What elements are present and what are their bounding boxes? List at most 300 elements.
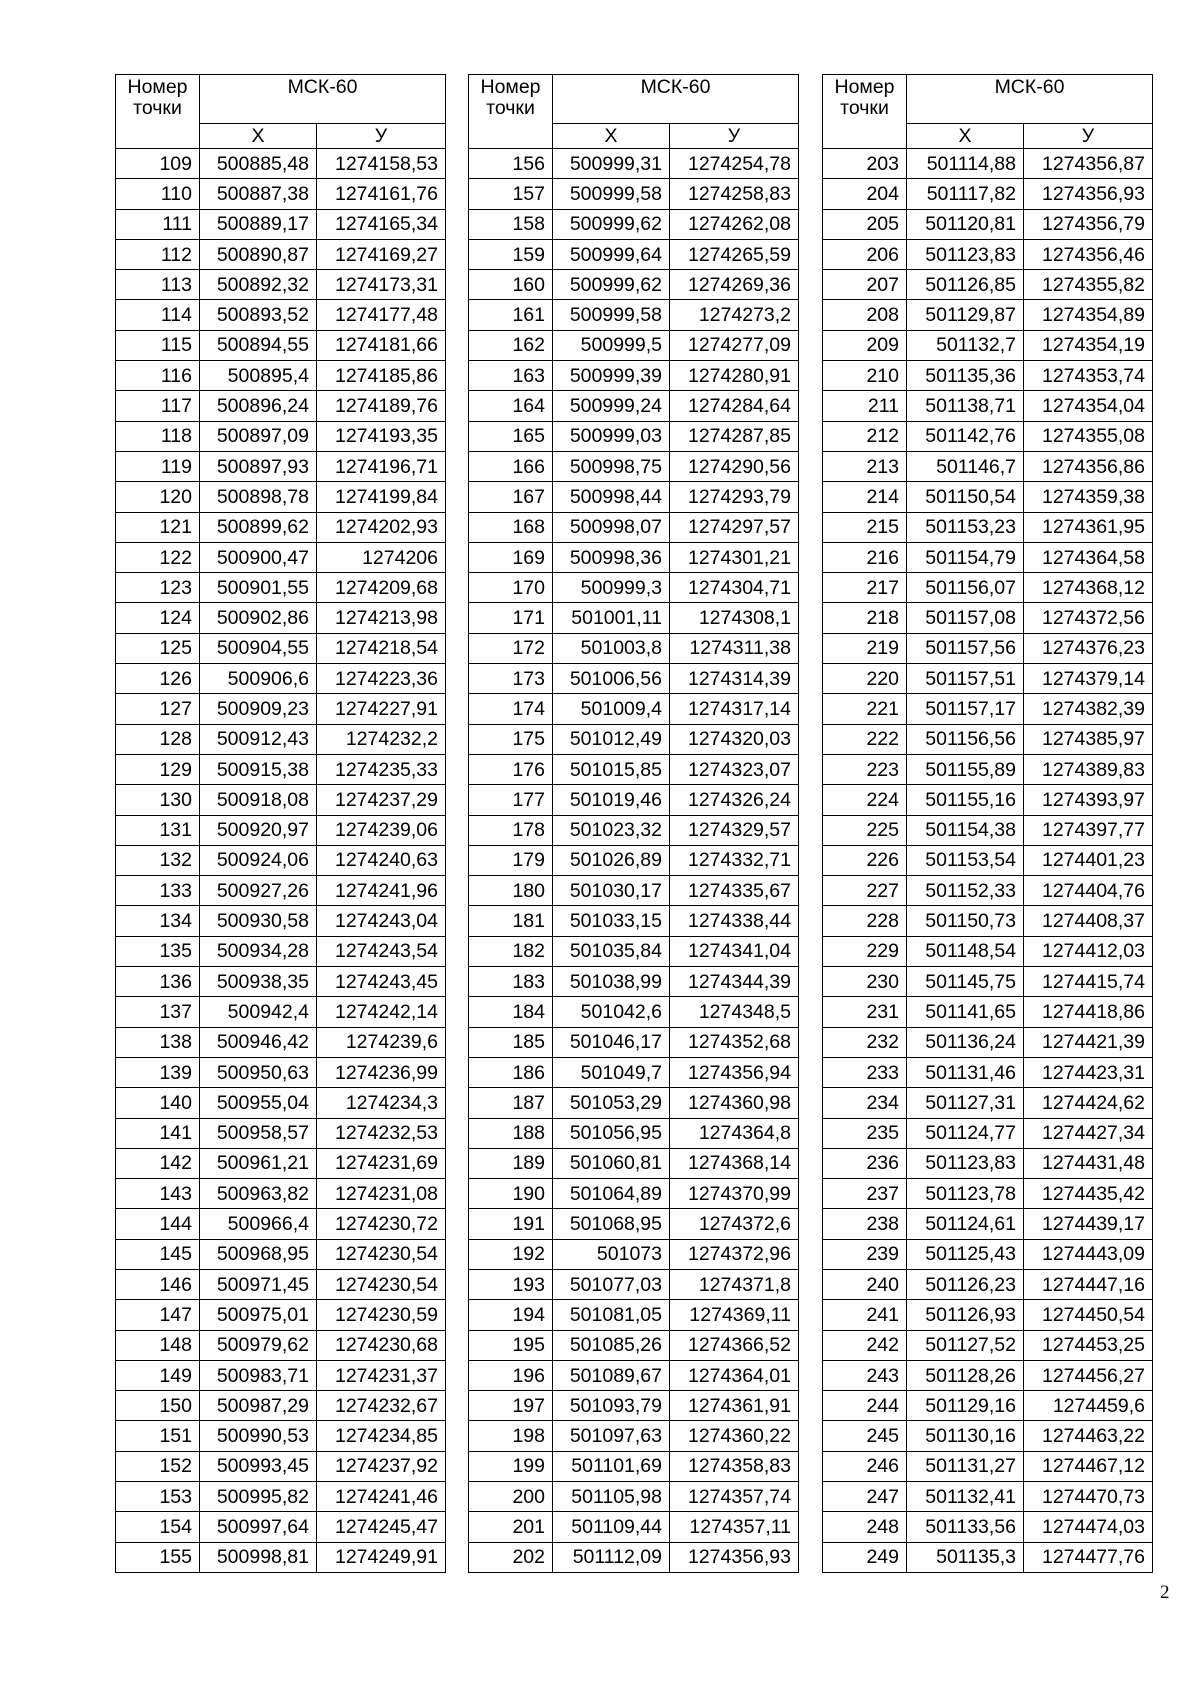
table-row xyxy=(469,815,799,845)
point-number-cell: 154 xyxy=(116,1512,200,1542)
x-coordinate-cell: 500999,31 xyxy=(553,149,670,179)
point-number-cell: 219 xyxy=(823,633,907,663)
x-coordinate-cell: 500900,47 xyxy=(200,542,317,572)
point-number-cell: 205 xyxy=(823,209,907,239)
table-row xyxy=(823,451,1153,481)
table-body xyxy=(116,149,446,1573)
table-row xyxy=(116,361,446,391)
table-row xyxy=(823,330,1153,360)
point-number-cell: 246 xyxy=(823,1451,907,1481)
x-coordinate-cell: 500906,6 xyxy=(200,664,317,694)
point-number-cell: 137 xyxy=(116,997,200,1027)
point-number-cell: 150 xyxy=(116,1391,200,1421)
x-coordinate-cell: 501012,49 xyxy=(553,724,670,754)
x-coordinate-cell: 500946,42 xyxy=(200,1027,317,1057)
x-coordinate-cell: 501003,8 xyxy=(553,633,670,663)
x-coordinate-cell: 500998,81 xyxy=(200,1542,317,1572)
point-number-cell: 228 xyxy=(823,906,907,936)
x-coordinate-cell: 500915,38 xyxy=(200,754,317,784)
x-coordinate-cell: 500938,35 xyxy=(200,967,317,997)
point-number-cell: 120 xyxy=(116,482,200,512)
table-row xyxy=(469,1179,799,1209)
point-number-cell: 233 xyxy=(823,1057,907,1087)
point-number-cell: 202 xyxy=(469,1542,553,1572)
x-coordinate-cell: 501155,16 xyxy=(907,785,1024,815)
y-coordinate-cell: 1274369,11 xyxy=(670,1300,799,1330)
table-row xyxy=(469,967,799,997)
y-coordinate-cell: 1274447,16 xyxy=(1024,1269,1153,1299)
y-coordinate-cell: 1274223,36 xyxy=(317,664,446,694)
table-row xyxy=(823,1542,1153,1572)
table-row xyxy=(116,1088,446,1118)
y-coordinate-cell: 1274344,39 xyxy=(670,967,799,997)
x-coordinate-cell: 501056,95 xyxy=(553,1118,670,1148)
point-number-cell: 126 xyxy=(116,664,200,694)
point-number-cell: 115 xyxy=(116,330,200,360)
table-row xyxy=(116,1482,446,1512)
y-coordinate-cell: 1274338,44 xyxy=(670,906,799,936)
point-number-cell: 176 xyxy=(469,754,553,784)
table-row xyxy=(823,1239,1153,1269)
point-number-cell: 240 xyxy=(823,1269,907,1299)
point-number-cell: 131 xyxy=(116,815,200,845)
point-number-cell: 195 xyxy=(469,1330,553,1360)
y-coordinate-cell: 1274431,48 xyxy=(1024,1148,1153,1178)
table-row xyxy=(116,724,446,754)
point-number-cell: 223 xyxy=(823,754,907,784)
x-coordinate-cell: 501053,29 xyxy=(553,1088,670,1118)
x-coordinate-cell: 501141,65 xyxy=(907,997,1024,1027)
point-number-cell: 156 xyxy=(469,149,553,179)
point-number-cell: 218 xyxy=(823,603,907,633)
table-row xyxy=(823,1512,1153,1542)
point-number-cell: 238 xyxy=(823,1209,907,1239)
table-row xyxy=(469,300,799,330)
x-coordinate-cell: 501157,17 xyxy=(907,694,1024,724)
y-coordinate-cell: 1274265,59 xyxy=(670,239,799,269)
y-coordinate-cell: 1274231,37 xyxy=(317,1360,446,1390)
y-coordinate-cell: 1274199,84 xyxy=(317,482,446,512)
point-number-cell: 152 xyxy=(116,1451,200,1481)
y-coordinate-cell: 1274372,6 xyxy=(670,1209,799,1239)
y-coordinate-cell: 1274357,11 xyxy=(670,1512,799,1542)
x-coordinate-cell: 501131,46 xyxy=(907,1057,1024,1087)
point-number-cell: 182 xyxy=(469,936,553,966)
x-coordinate-cell: 500979,62 xyxy=(200,1330,317,1360)
table-row xyxy=(469,1027,799,1057)
point-number-cell: 212 xyxy=(823,421,907,451)
table-row xyxy=(469,1148,799,1178)
x-coordinate-cell: 501126,93 xyxy=(907,1300,1024,1330)
y-coordinate-cell: 1274311,38 xyxy=(670,633,799,663)
y-coordinate-cell: 1274477,76 xyxy=(1024,1542,1153,1572)
table-row xyxy=(823,1179,1153,1209)
point-number-cell: 146 xyxy=(116,1269,200,1299)
point-number-cell: 114 xyxy=(116,300,200,330)
table-row xyxy=(469,1482,799,1512)
x-coordinate-cell: 501157,08 xyxy=(907,603,1024,633)
x-coordinate-cell: 501128,26 xyxy=(907,1360,1024,1390)
point-number-cell: 159 xyxy=(469,239,553,269)
x-coordinate-cell: 501145,75 xyxy=(907,967,1024,997)
table-row xyxy=(116,1391,446,1421)
point-number-cell: 179 xyxy=(469,845,553,875)
y-coordinate-cell: 1274453,25 xyxy=(1024,1330,1153,1360)
point-number-cell: 189 xyxy=(469,1148,553,1178)
x-coordinate-cell: 501153,23 xyxy=(907,512,1024,542)
table-row xyxy=(469,1542,799,1572)
table-row xyxy=(823,179,1153,209)
x-coordinate-cell: 500898,78 xyxy=(200,482,317,512)
x-coordinate-cell: 500999,39 xyxy=(553,361,670,391)
x-coordinate-cell: 501081,05 xyxy=(553,1300,670,1330)
y-coordinate-cell: 1274258,83 xyxy=(670,179,799,209)
x-coordinate-cell: 501133,56 xyxy=(907,1512,1024,1542)
point-number-cell: 133 xyxy=(116,876,200,906)
y-coordinate-cell: 1274385,97 xyxy=(1024,724,1153,754)
table-row xyxy=(469,361,799,391)
y-coordinate-cell: 1274218,54 xyxy=(317,633,446,663)
y-coordinate-cell: 1274308,1 xyxy=(670,603,799,633)
y-coordinate-cell: 1274368,12 xyxy=(1024,573,1153,603)
y-coordinate-cell: 1274423,31 xyxy=(1024,1057,1153,1087)
x-coordinate-cell: 501125,43 xyxy=(907,1239,1024,1269)
x-coordinate-cell: 501156,07 xyxy=(907,573,1024,603)
point-number-cell: 164 xyxy=(469,391,553,421)
point-number-cell: 134 xyxy=(116,906,200,936)
y-coordinate-cell: 1274189,76 xyxy=(317,391,446,421)
table-row xyxy=(116,330,446,360)
x-coordinate-cell: 501073 xyxy=(553,1239,670,1269)
x-coordinate-cell: 501015,85 xyxy=(553,754,670,784)
table-row xyxy=(469,209,799,239)
x-coordinate-cell: 500966,4 xyxy=(200,1209,317,1239)
y-coordinate-cell: 1274356,93 xyxy=(1024,179,1153,209)
table-row xyxy=(823,1209,1153,1239)
point-number-cell: 138 xyxy=(116,1027,200,1057)
x-coordinate-cell: 500934,28 xyxy=(200,936,317,966)
point-number-cell: 144 xyxy=(116,1209,200,1239)
x-coordinate-cell: 500909,23 xyxy=(200,694,317,724)
x-coordinate-cell: 501114,88 xyxy=(907,149,1024,179)
y-coordinate-cell: 1274193,35 xyxy=(317,421,446,451)
point-number-cell: 123 xyxy=(116,573,200,603)
table-row xyxy=(469,1330,799,1360)
y-coordinate-cell: 1274361,91 xyxy=(670,1391,799,1421)
point-number-cell: 201 xyxy=(469,1512,553,1542)
point-number-cell: 199 xyxy=(469,1451,553,1481)
x-coordinate-cell: 500993,45 xyxy=(200,1451,317,1481)
point-number-cell: 196 xyxy=(469,1360,553,1390)
point-number-cell: 215 xyxy=(823,512,907,542)
table-row xyxy=(469,936,799,966)
x-coordinate-cell: 501130,16 xyxy=(907,1421,1024,1451)
x-coordinate-cell: 501129,87 xyxy=(907,300,1024,330)
x-coordinate-cell: 501023,32 xyxy=(553,815,670,845)
x-coordinate-cell: 500930,58 xyxy=(200,906,317,936)
point-number-cell: 140 xyxy=(116,1088,200,1118)
y-coordinate-cell: 1274361,95 xyxy=(1024,512,1153,542)
table-row xyxy=(823,967,1153,997)
y-coordinate-cell: 1274181,66 xyxy=(317,330,446,360)
table-row xyxy=(823,573,1153,603)
point-number-cell: 214 xyxy=(823,482,907,512)
table-row xyxy=(823,270,1153,300)
coordinates-table-2 xyxy=(468,74,799,1573)
point-number-cell: 175 xyxy=(469,724,553,754)
table-row xyxy=(823,149,1153,179)
x-coordinate-cell: 500897,93 xyxy=(200,451,317,481)
y-coordinate-cell: 1274284,64 xyxy=(670,391,799,421)
x-coordinate-cell: 501126,85 xyxy=(907,270,1024,300)
point-number-cell: 148 xyxy=(116,1330,200,1360)
table-row xyxy=(469,785,799,815)
table-row xyxy=(823,997,1153,1027)
x-coordinate-cell: 500894,55 xyxy=(200,330,317,360)
x-coordinate-cell: 500990,53 xyxy=(200,1421,317,1451)
point-number-cell: 237 xyxy=(823,1179,907,1209)
point-number-cell: 147 xyxy=(116,1300,200,1330)
table-body xyxy=(823,149,1153,1573)
x-coordinate-cell: 501019,46 xyxy=(553,785,670,815)
point-number-cell: 161 xyxy=(469,300,553,330)
y-coordinate-cell: 1274230,54 xyxy=(317,1269,446,1299)
y-coordinate-cell: 1274232,67 xyxy=(317,1391,446,1421)
y-coordinate-cell: 1274320,03 xyxy=(670,724,799,754)
x-coordinate-cell: 501124,77 xyxy=(907,1118,1024,1148)
table-row xyxy=(823,1451,1153,1481)
x-coordinate-cell: 500901,55 xyxy=(200,573,317,603)
table-row xyxy=(823,361,1153,391)
x-coordinate-cell: 501150,73 xyxy=(907,906,1024,936)
y-coordinate-cell: 1274230,54 xyxy=(317,1239,446,1269)
table-row xyxy=(469,876,799,906)
x-coordinate-cell: 500999,24 xyxy=(553,391,670,421)
y-coordinate-cell: 1274370,99 xyxy=(670,1179,799,1209)
x-coordinate-cell: 500893,52 xyxy=(200,300,317,330)
y-coordinate-cell: 1274389,83 xyxy=(1024,754,1153,784)
point-number-cell: 181 xyxy=(469,906,553,936)
point-number-cell: 169 xyxy=(469,542,553,572)
table-row xyxy=(116,694,446,724)
table-row xyxy=(823,542,1153,572)
x-coordinate-cell: 501035,84 xyxy=(553,936,670,966)
y-coordinate-cell: 1274236,99 xyxy=(317,1057,446,1087)
y-coordinate-cell: 1274235,33 xyxy=(317,754,446,784)
table-row xyxy=(116,785,446,815)
table-row xyxy=(116,512,446,542)
x-coordinate-cell: 500904,55 xyxy=(200,633,317,663)
point-number-cell: 151 xyxy=(116,1421,200,1451)
x-coordinate-cell: 501026,89 xyxy=(553,845,670,875)
table-row xyxy=(116,845,446,875)
table-row xyxy=(823,694,1153,724)
table-row xyxy=(469,754,799,784)
point-number-header: Номер точки xyxy=(116,75,200,149)
x-coordinate-cell: 500975,01 xyxy=(200,1300,317,1330)
table-row xyxy=(469,1209,799,1239)
x-coordinate-cell: 501046,17 xyxy=(553,1027,670,1057)
point-number-cell: 171 xyxy=(469,603,553,633)
x-coordinate-cell: 501042,6 xyxy=(553,997,670,1027)
x-coordinate-cell: 501132,41 xyxy=(907,1482,1024,1512)
table-row xyxy=(823,876,1153,906)
y-coordinate-cell: 1274443,09 xyxy=(1024,1239,1153,1269)
point-number-cell: 211 xyxy=(823,391,907,421)
x-coordinate-cell: 501132,7 xyxy=(907,330,1024,360)
y-coordinate-cell: 1274242,14 xyxy=(317,997,446,1027)
table-row xyxy=(116,1057,446,1087)
point-number-cell: 243 xyxy=(823,1360,907,1390)
point-number-cell: 139 xyxy=(116,1057,200,1087)
x-coordinate-cell: 500998,75 xyxy=(553,451,670,481)
table-row xyxy=(469,1360,799,1390)
point-number-cell: 111 xyxy=(116,209,200,239)
y-coordinate-cell: 1274360,98 xyxy=(670,1088,799,1118)
y-coordinate-cell: 1274237,29 xyxy=(317,785,446,815)
table-row xyxy=(116,391,446,421)
table-row xyxy=(469,482,799,512)
point-number-cell: 121 xyxy=(116,512,200,542)
x-coordinate-cell: 500912,43 xyxy=(200,724,317,754)
x-coordinate-cell: 501126,23 xyxy=(907,1269,1024,1299)
y-coordinate-cell: 1274364,01 xyxy=(670,1360,799,1390)
x-coordinate-cell: 500997,64 xyxy=(200,1512,317,1542)
point-number-cell: 208 xyxy=(823,300,907,330)
point-number-cell: 157 xyxy=(469,179,553,209)
point-number-cell: 178 xyxy=(469,815,553,845)
y-coordinate-cell: 1274243,45 xyxy=(317,967,446,997)
point-number-cell: 204 xyxy=(823,179,907,209)
table-row xyxy=(116,1209,446,1239)
table-row xyxy=(823,633,1153,663)
table-row xyxy=(469,1391,799,1421)
y-coordinate-cell: 1274474,03 xyxy=(1024,1512,1153,1542)
table-row xyxy=(823,845,1153,875)
table-row xyxy=(469,633,799,663)
table-row xyxy=(116,633,446,663)
table-row xyxy=(823,936,1153,966)
point-number-cell: 209 xyxy=(823,330,907,360)
y-column-header: У xyxy=(1024,124,1153,149)
y-coordinate-cell: 1274470,73 xyxy=(1024,1482,1153,1512)
table-body xyxy=(469,149,799,1573)
point-number-cell: 224 xyxy=(823,785,907,815)
table-row xyxy=(469,149,799,179)
y-coordinate-cell: 1274360,22 xyxy=(670,1421,799,1451)
y-coordinate-cell: 1274355,08 xyxy=(1024,421,1153,451)
point-number-cell: 210 xyxy=(823,361,907,391)
y-column-header: У xyxy=(670,124,799,149)
point-number-cell: 118 xyxy=(116,421,200,451)
point-number-cell: 143 xyxy=(116,1179,200,1209)
y-coordinate-cell: 1274329,57 xyxy=(670,815,799,845)
y-coordinate-cell: 1274356,79 xyxy=(1024,209,1153,239)
x-coordinate-cell: 501049,7 xyxy=(553,1057,670,1087)
x-coordinate-cell: 501123,83 xyxy=(907,1148,1024,1178)
table-row xyxy=(116,270,446,300)
point-number-cell: 249 xyxy=(823,1542,907,1572)
y-coordinate-cell: 1274230,59 xyxy=(317,1300,446,1330)
x-coordinate-cell: 500998,36 xyxy=(553,542,670,572)
y-column-header: У xyxy=(317,124,446,149)
x-coordinate-cell: 501124,61 xyxy=(907,1209,1024,1239)
table-row xyxy=(823,512,1153,542)
x-coordinate-cell: 501006,56 xyxy=(553,664,670,694)
table-row xyxy=(116,1148,446,1178)
y-coordinate-cell: 1274376,23 xyxy=(1024,633,1153,663)
point-number-cell: 165 xyxy=(469,421,553,451)
x-coordinate-cell: 501009,4 xyxy=(553,694,670,724)
y-coordinate-cell: 1274354,19 xyxy=(1024,330,1153,360)
coordinates-table-1 xyxy=(115,74,446,1573)
point-number-cell: 142 xyxy=(116,1148,200,1178)
point-number-cell: 130 xyxy=(116,785,200,815)
y-coordinate-cell: 1274382,39 xyxy=(1024,694,1153,724)
table-row xyxy=(469,1300,799,1330)
point-number-cell: 216 xyxy=(823,542,907,572)
point-number-cell: 145 xyxy=(116,1239,200,1269)
point-number-cell: 225 xyxy=(823,815,907,845)
point-number-cell: 206 xyxy=(823,239,907,269)
y-coordinate-cell: 1274354,04 xyxy=(1024,391,1153,421)
y-coordinate-cell: 1274366,52 xyxy=(670,1330,799,1360)
y-coordinate-cell: 1274240,63 xyxy=(317,845,446,875)
point-number-cell: 183 xyxy=(469,967,553,997)
point-number-cell: 153 xyxy=(116,1482,200,1512)
table-row xyxy=(823,1330,1153,1360)
x-coordinate-cell: 500924,06 xyxy=(200,845,317,875)
table-row xyxy=(823,1482,1153,1512)
point-number-cell: 167 xyxy=(469,482,553,512)
x-coordinate-cell: 501157,51 xyxy=(907,664,1024,694)
x-column-header: Х xyxy=(200,124,317,149)
table-row xyxy=(469,1451,799,1481)
point-number-cell: 116 xyxy=(116,361,200,391)
x-coordinate-cell: 501123,83 xyxy=(907,239,1024,269)
point-number-cell: 110 xyxy=(116,179,200,209)
point-number-cell: 187 xyxy=(469,1088,553,1118)
x-coordinate-cell: 501030,17 xyxy=(553,876,670,906)
x-coordinate-cell: 501068,95 xyxy=(553,1209,670,1239)
table-row xyxy=(469,239,799,269)
x-coordinate-cell: 500963,82 xyxy=(200,1179,317,1209)
x-coordinate-cell: 500998,44 xyxy=(553,482,670,512)
table-row xyxy=(116,239,446,269)
y-coordinate-cell: 1274456,27 xyxy=(1024,1360,1153,1390)
table-row xyxy=(823,209,1153,239)
y-coordinate-cell: 1274356,86 xyxy=(1024,451,1153,481)
point-number-cell: 170 xyxy=(469,573,553,603)
table-row xyxy=(823,906,1153,936)
table-row xyxy=(116,1421,446,1451)
y-coordinate-cell: 1274269,36 xyxy=(670,270,799,300)
x-coordinate-cell: 501153,54 xyxy=(907,845,1024,875)
point-number-cell: 163 xyxy=(469,361,553,391)
point-number-cell: 235 xyxy=(823,1118,907,1148)
table-row xyxy=(469,906,799,936)
point-number-cell: 158 xyxy=(469,209,553,239)
point-number-cell: 227 xyxy=(823,876,907,906)
table-row xyxy=(469,421,799,451)
x-coordinate-cell: 501033,15 xyxy=(553,906,670,936)
table-row xyxy=(116,1300,446,1330)
point-number-cell: 136 xyxy=(116,967,200,997)
x-coordinate-cell: 501129,16 xyxy=(907,1391,1024,1421)
point-number-cell: 247 xyxy=(823,1482,907,1512)
y-coordinate-cell: 1274304,71 xyxy=(670,573,799,603)
y-coordinate-cell: 1274280,91 xyxy=(670,361,799,391)
